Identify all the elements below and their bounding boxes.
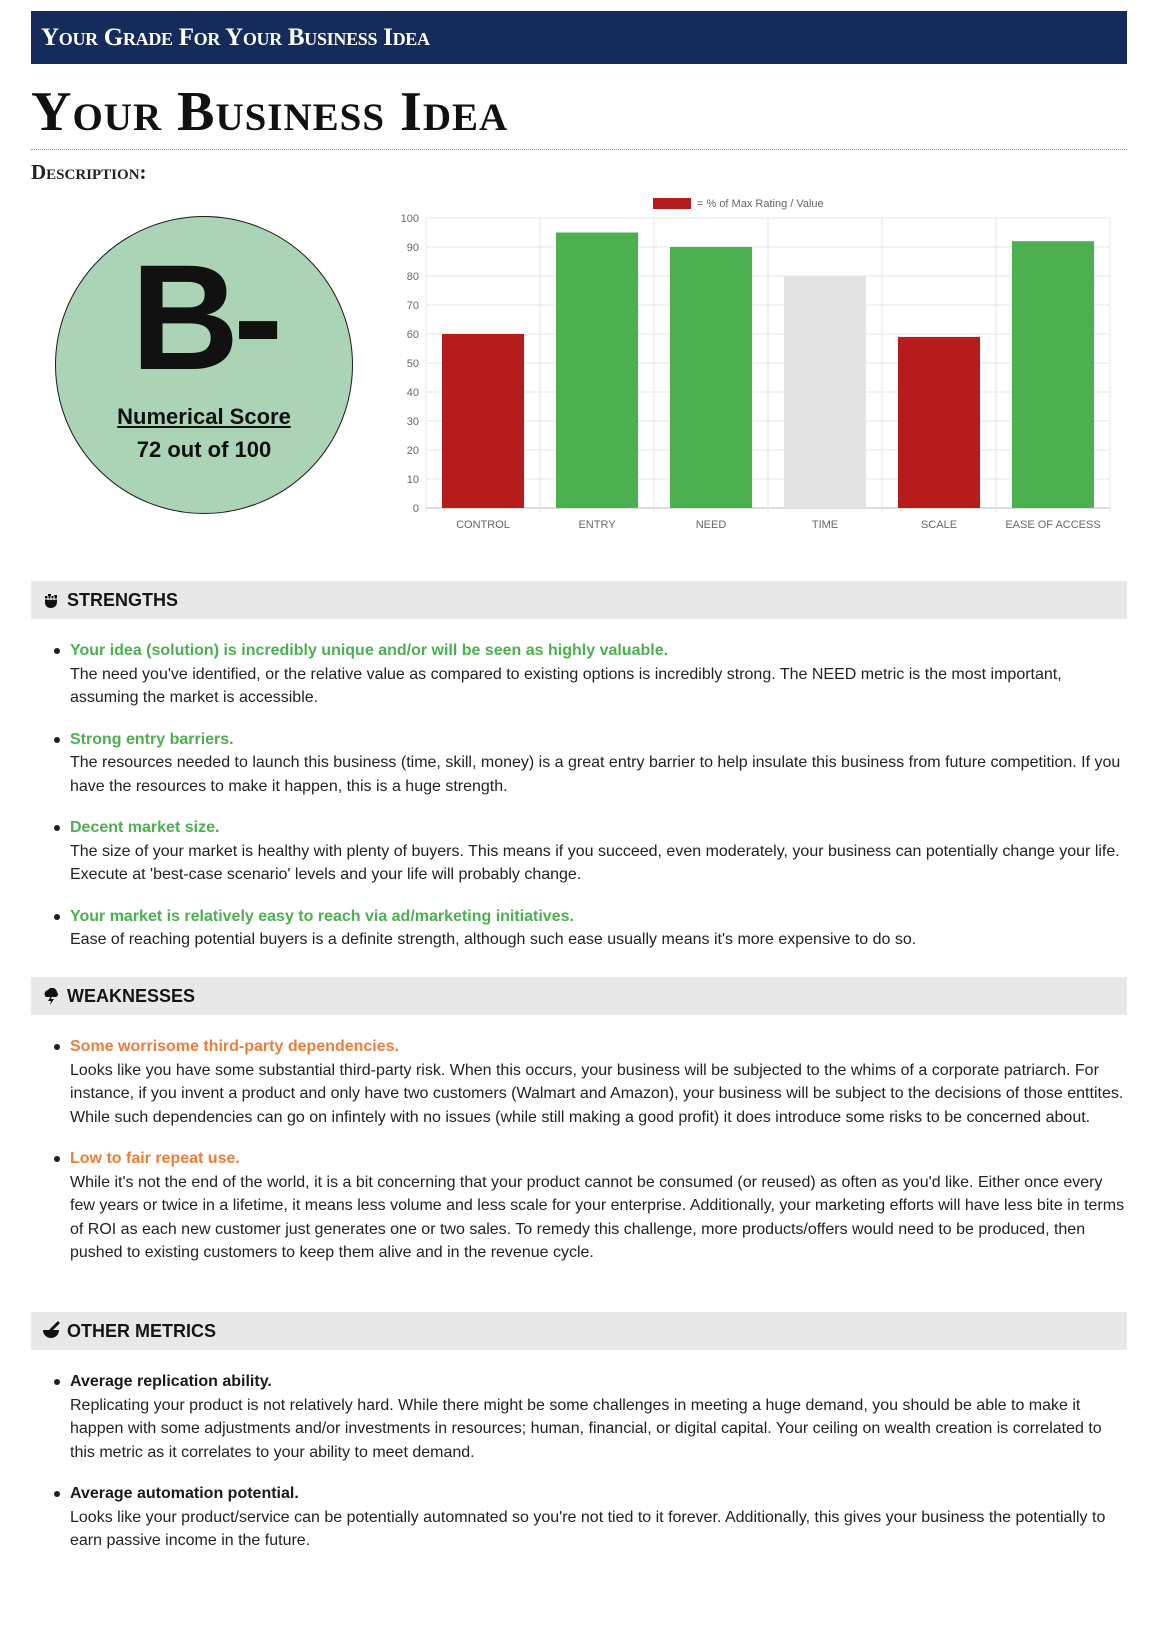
item-title: Decent market size. [70,819,220,836]
x-tick-label: EASE OF ACCESS [1005,519,1101,531]
item-description: While it's not the end of the world, it is a bit concerning that your product cannot be consumed (or reused) as often as you'd like. Either once every few years or twice in a lifetime, it means less volume and less scale for your enterprise. Additionally, your marketing efforts will have less bite in terms of ROI as each new customer just generates one or two sales. To remedy this challenge, more products/offers would need to be produced, then pushed to existing customers to keep them alive and in the revenue cycle. [70,1173,1125,1261]
banner-title: Your Grade For Your Business Idea [41,23,430,51]
page-title: Your Business Idea [31,74,1127,150]
item-title: Low to fair repeat use. [70,1150,240,1167]
list-item [52,728,1128,799]
item-title: Average replication ability. [70,1373,272,1390]
bar-entry [556,233,638,509]
x-tick-label: SCALE [920,519,958,531]
x-tick-label: NEED [695,519,727,531]
list-item [52,816,1128,887]
x-tick-label: ENTRY [578,519,616,531]
x-tick-label: TIME [811,519,839,531]
item-description: Looks like you have some substantial third-party risk. When this occurs, your business will be subjected to the whims of a corporate patriarch. For instance, if you invent a product and only have two customers (Walmart and Amazon), your business will be subject to the decisions of those enttites. While such dependencies can go on infintely with no issues (while still making a good profit) it does introduce some risks to be concerned about. [70,1061,1124,1126]
bar-time [784,276,866,508]
list-item [52,1035,1128,1129]
item-title: Your market is relatively easy to reach via ad/marketing initiatives. [70,907,574,925]
list-item [52,1370,1128,1464]
strengths-title: STRENGTHS [67,589,179,610]
y-tick-label: 0 [412,503,419,515]
y-tick-label: 10 [406,474,419,486]
rating-bar-chart [400,195,1130,555]
mortar-pestle-icon [41,1321,61,1341]
bar-scale [898,337,980,508]
weaknesses-title: WEAKNESSES [67,985,196,1006]
item-description: The need you've identified, or the relative value as compared to existing options is incredibly strong. The NEED metric is the most important, assuming the market is accessible. [70,665,1062,706]
strengths-list [52,639,1128,970]
weaknesses-list [52,1035,1128,1283]
description-label: Description: [31,160,147,184]
y-tick-label: 100 [400,213,419,225]
legend-swatch [653,198,691,209]
y-tick-label: 70 [406,300,419,312]
y-tick-label: 50 [406,358,419,370]
other-metrics-list [52,1370,1128,1571]
fist-icon [41,590,61,610]
item-description: Looks like your product/service can be potentially automnated so you're not tied to it forever. Additionally, this gives your business the potentially to earn passive income in the future. [70,1508,1106,1549]
y-tick-label: 30 [406,416,419,428]
item-description: The resources needed to launch this business (time, skill, money) is a great entry barrier to help insulate this business from future competition. If you have the resources to make it happen, this is a huge strength. [70,754,1121,795]
bar-need [670,247,752,508]
y-tick-label: 80 [406,271,419,283]
item-description: Replicating your product is not relatively hard. While there might be some challenges in meeting a huge demand, you should be able to make it happen with some adjustments and/or investments in resources; human, financial, or digital capital. Your ceiling on wealth creation is correlated to this metric as it correlates to your ability to meet demand. [70,1396,1102,1461]
list-item [52,905,1128,952]
y-tick-label: 90 [406,242,419,254]
list-item [52,1482,1128,1553]
bolt-cloud-icon [41,986,61,1006]
list-item [52,1147,1128,1265]
grade-circle [55,216,353,514]
y-tick-label: 20 [406,445,419,457]
bar-ease-of-access [1012,241,1094,508]
y-tick-label: 60 [406,329,419,341]
strengths-header [31,581,1127,619]
list-item [52,639,1128,710]
item-title: Strong entry barriers. [70,730,234,748]
weaknesses-header [31,977,1127,1015]
x-tick-label: CONTROL [456,519,510,531]
top-banner [31,11,1127,64]
other-metrics-header [31,1312,1127,1350]
grade-letter: B- [130,233,278,401]
item-title: Your idea (solution) is incredibly unique and/or will be seen as highly valuable. [70,642,669,659]
item-title: Some worrisome third-party dependencies. [70,1038,399,1055]
item-description: Ease of reaching potential buyers is a definite strength, although such ease usually means it's more expensive to do so. [70,931,917,948]
legend-label: = % of Max Rating / Value [697,198,824,210]
bar-control [442,334,524,508]
item-description: The size of your market is healthy with plenty of buyers. This means if you succeed, even moderately, your business can potentially change your life. Execute at 'best-case scenario' levels and your life will probably change. [70,842,1120,883]
y-tick-label: 40 [406,387,419,399]
other-metrics-title: OTHER METRICS [67,1320,217,1341]
item-title: Average automation potential. [70,1485,299,1502]
numerical-score-value: 72 out of 100 [136,437,272,462]
numerical-score-label: Numerical Score [117,404,291,429]
